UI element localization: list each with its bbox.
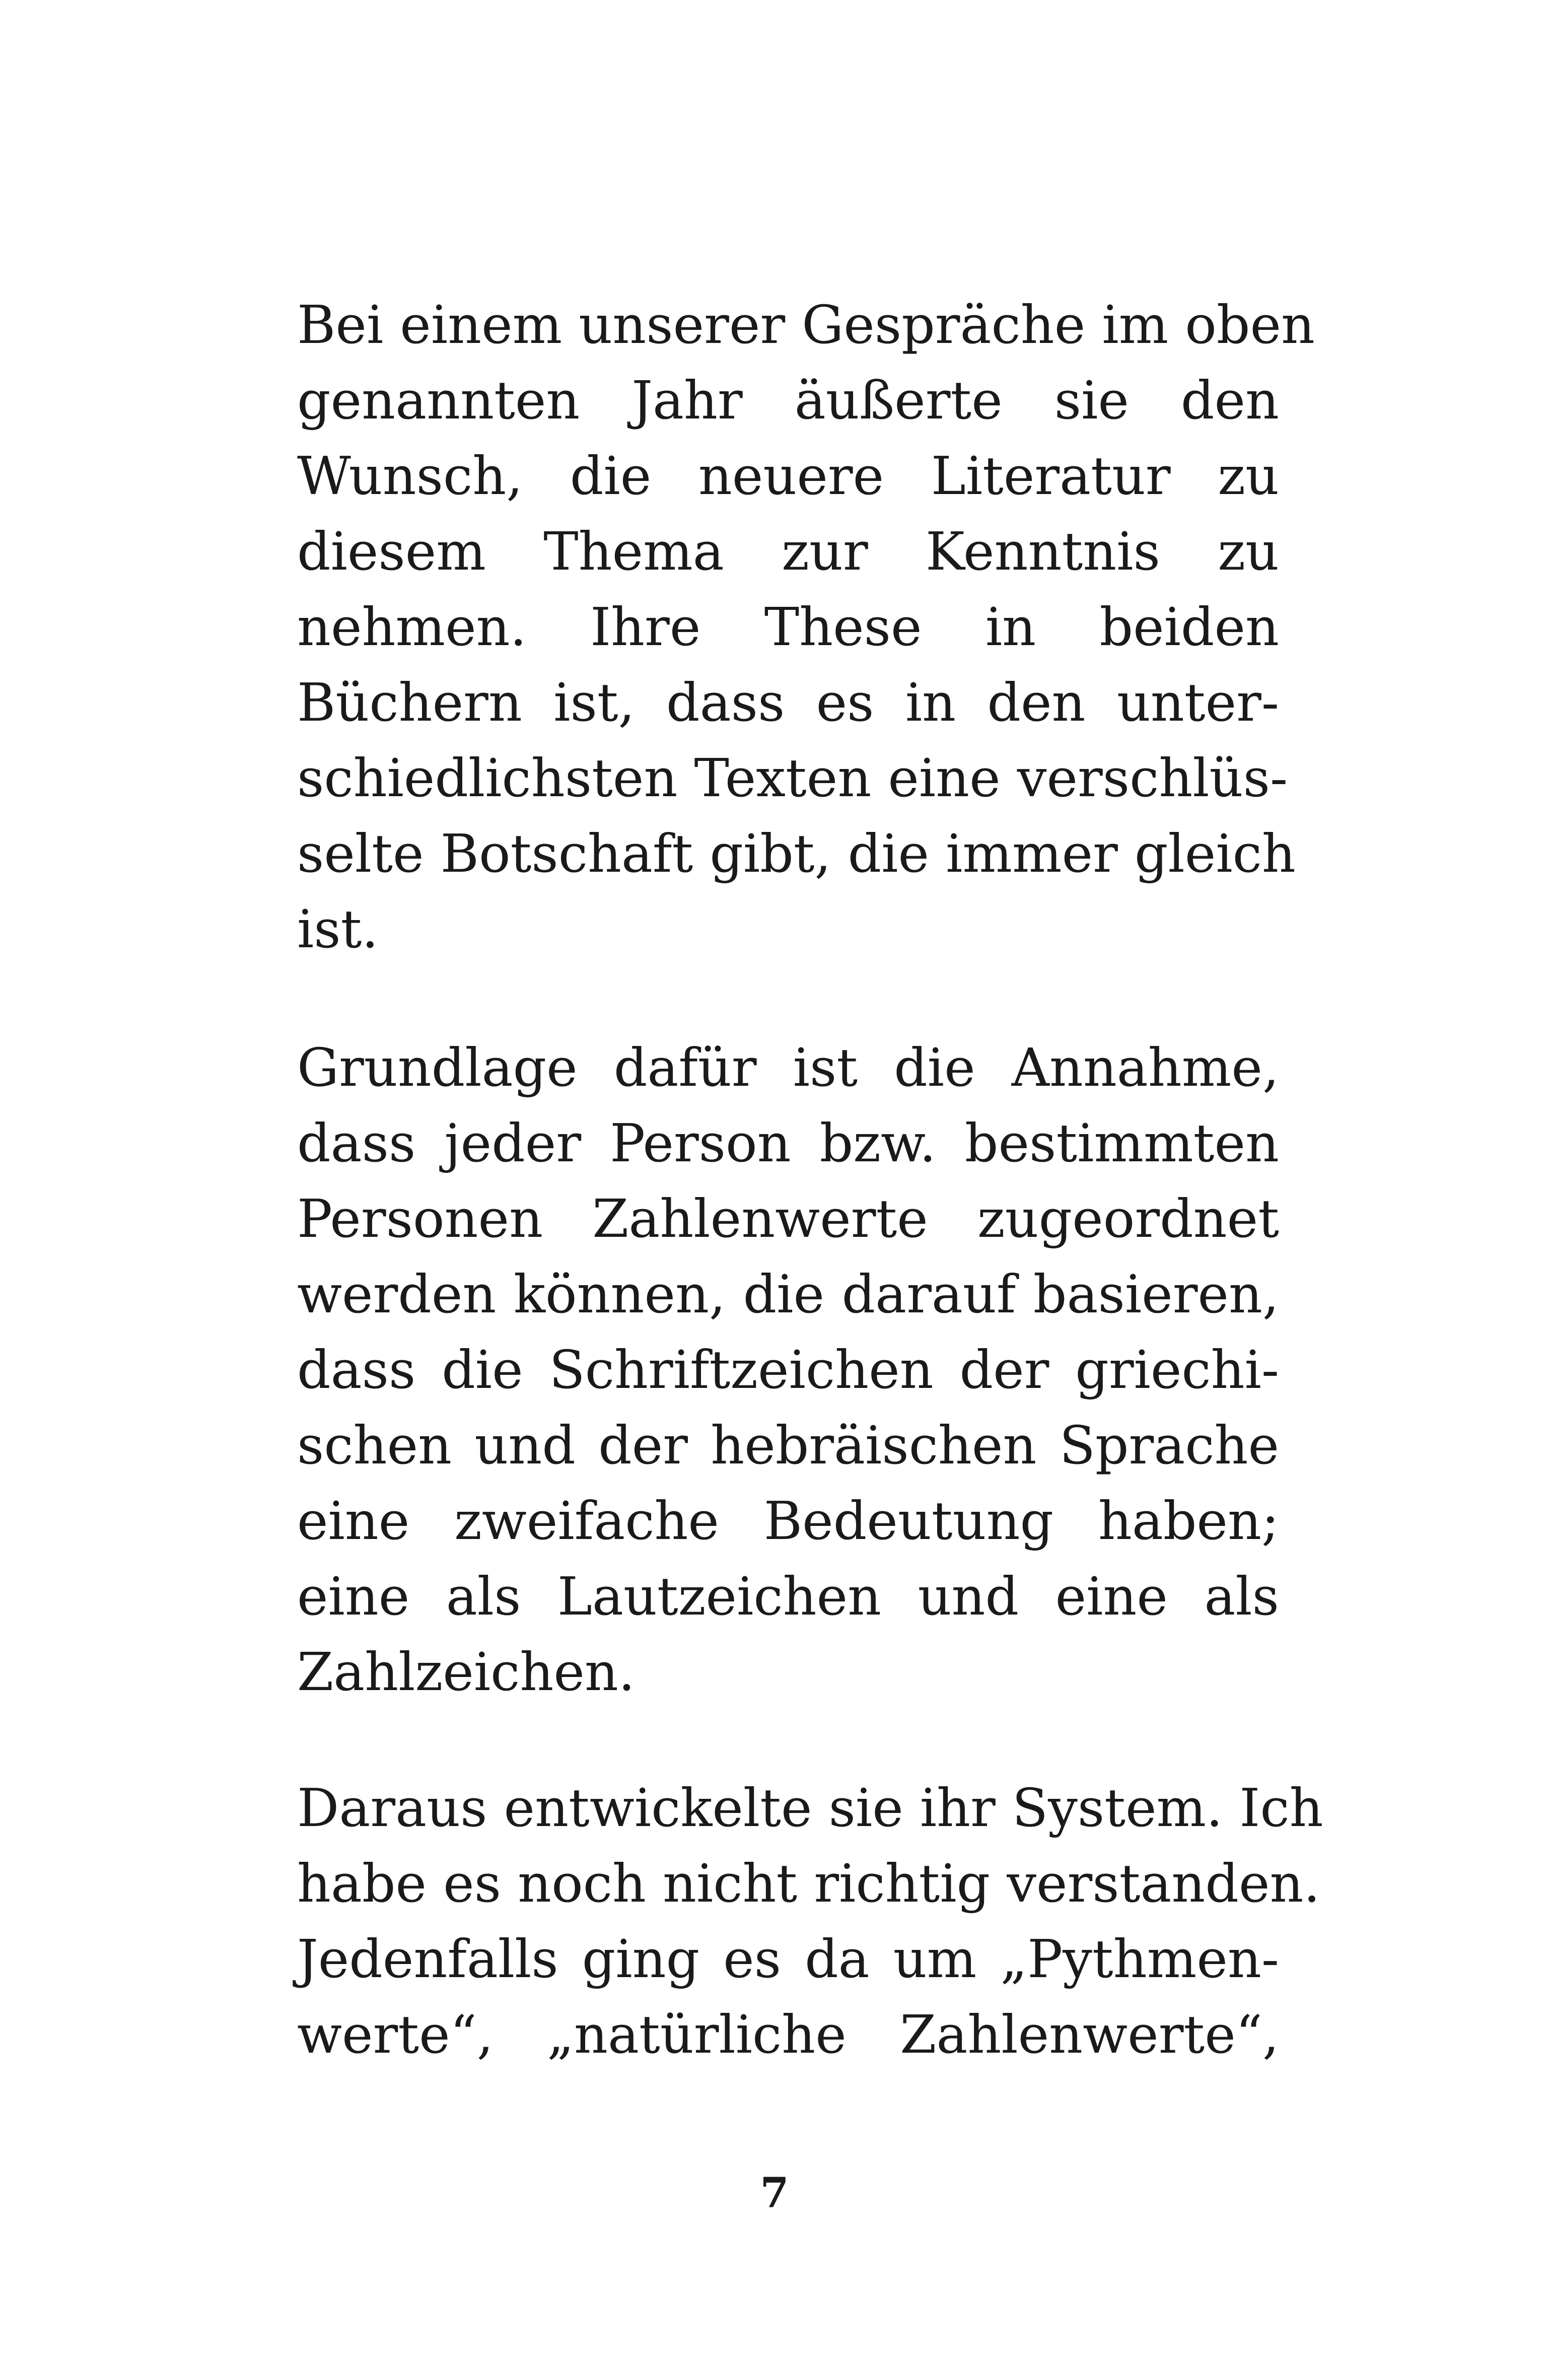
paragraph-line: dass die Schriftzeichen der griechi- — [297, 1339, 1279, 1401]
page-number: 7 — [760, 2169, 789, 2217]
paragraph-line: nehmen. Ihre These in beiden — [297, 596, 1279, 658]
paragraph-line: werden können, die darauf basieren, — [297, 1264, 1279, 1325]
paragraph-line: dass jeder Person bzw. bestimmten — [297, 1112, 1279, 1174]
paragraph-line: schen und der hebräischen Sprache — [297, 1415, 1279, 1476]
paragraph-line: werte“, „natürliche Zahlenwerte“, — [297, 2004, 1279, 2065]
paragraph-line: Büchern ist, dass es in den unter- — [297, 672, 1279, 733]
paragraph-line: Zahlzeichen. — [297, 1641, 635, 1703]
paragraph-line: diesem Thema zur Kenntnis zu — [297, 521, 1279, 582]
paragraph-line: Personen Zahlenwerte zugeordnet — [297, 1188, 1279, 1249]
paragraph-line: ist. — [297, 898, 379, 960]
paragraph-line: Grundlage dafür ist die Annahme, — [297, 1037, 1279, 1098]
paragraph-line: eine zweifache Bedeutung haben; — [297, 1490, 1279, 1552]
paragraph-line: schiedlichsten Texten eine verschlüs- — [297, 747, 1288, 809]
paragraph-line: Daraus entwickelte sie ihr System. Ich — [297, 1777, 1323, 1839]
paragraph-line: selte Botschaft gibt, die immer gleich — [297, 823, 1296, 884]
paragraph-line: eine als Lautzeichen und eine als — [297, 1566, 1279, 1627]
paragraph-line: Jedenfalls ging es da um „Pythmen- — [297, 1928, 1279, 1990]
paragraph-line: Wunsch, die neuere Literatur zu — [297, 445, 1279, 507]
paragraph-line: habe es noch nicht richtig verstanden. — [297, 1853, 1320, 1914]
paragraph-line: genannten Jahr äußerte sie den — [297, 370, 1279, 431]
paragraph-line: Bei einem unserer Gespräche im oben — [297, 294, 1315, 356]
